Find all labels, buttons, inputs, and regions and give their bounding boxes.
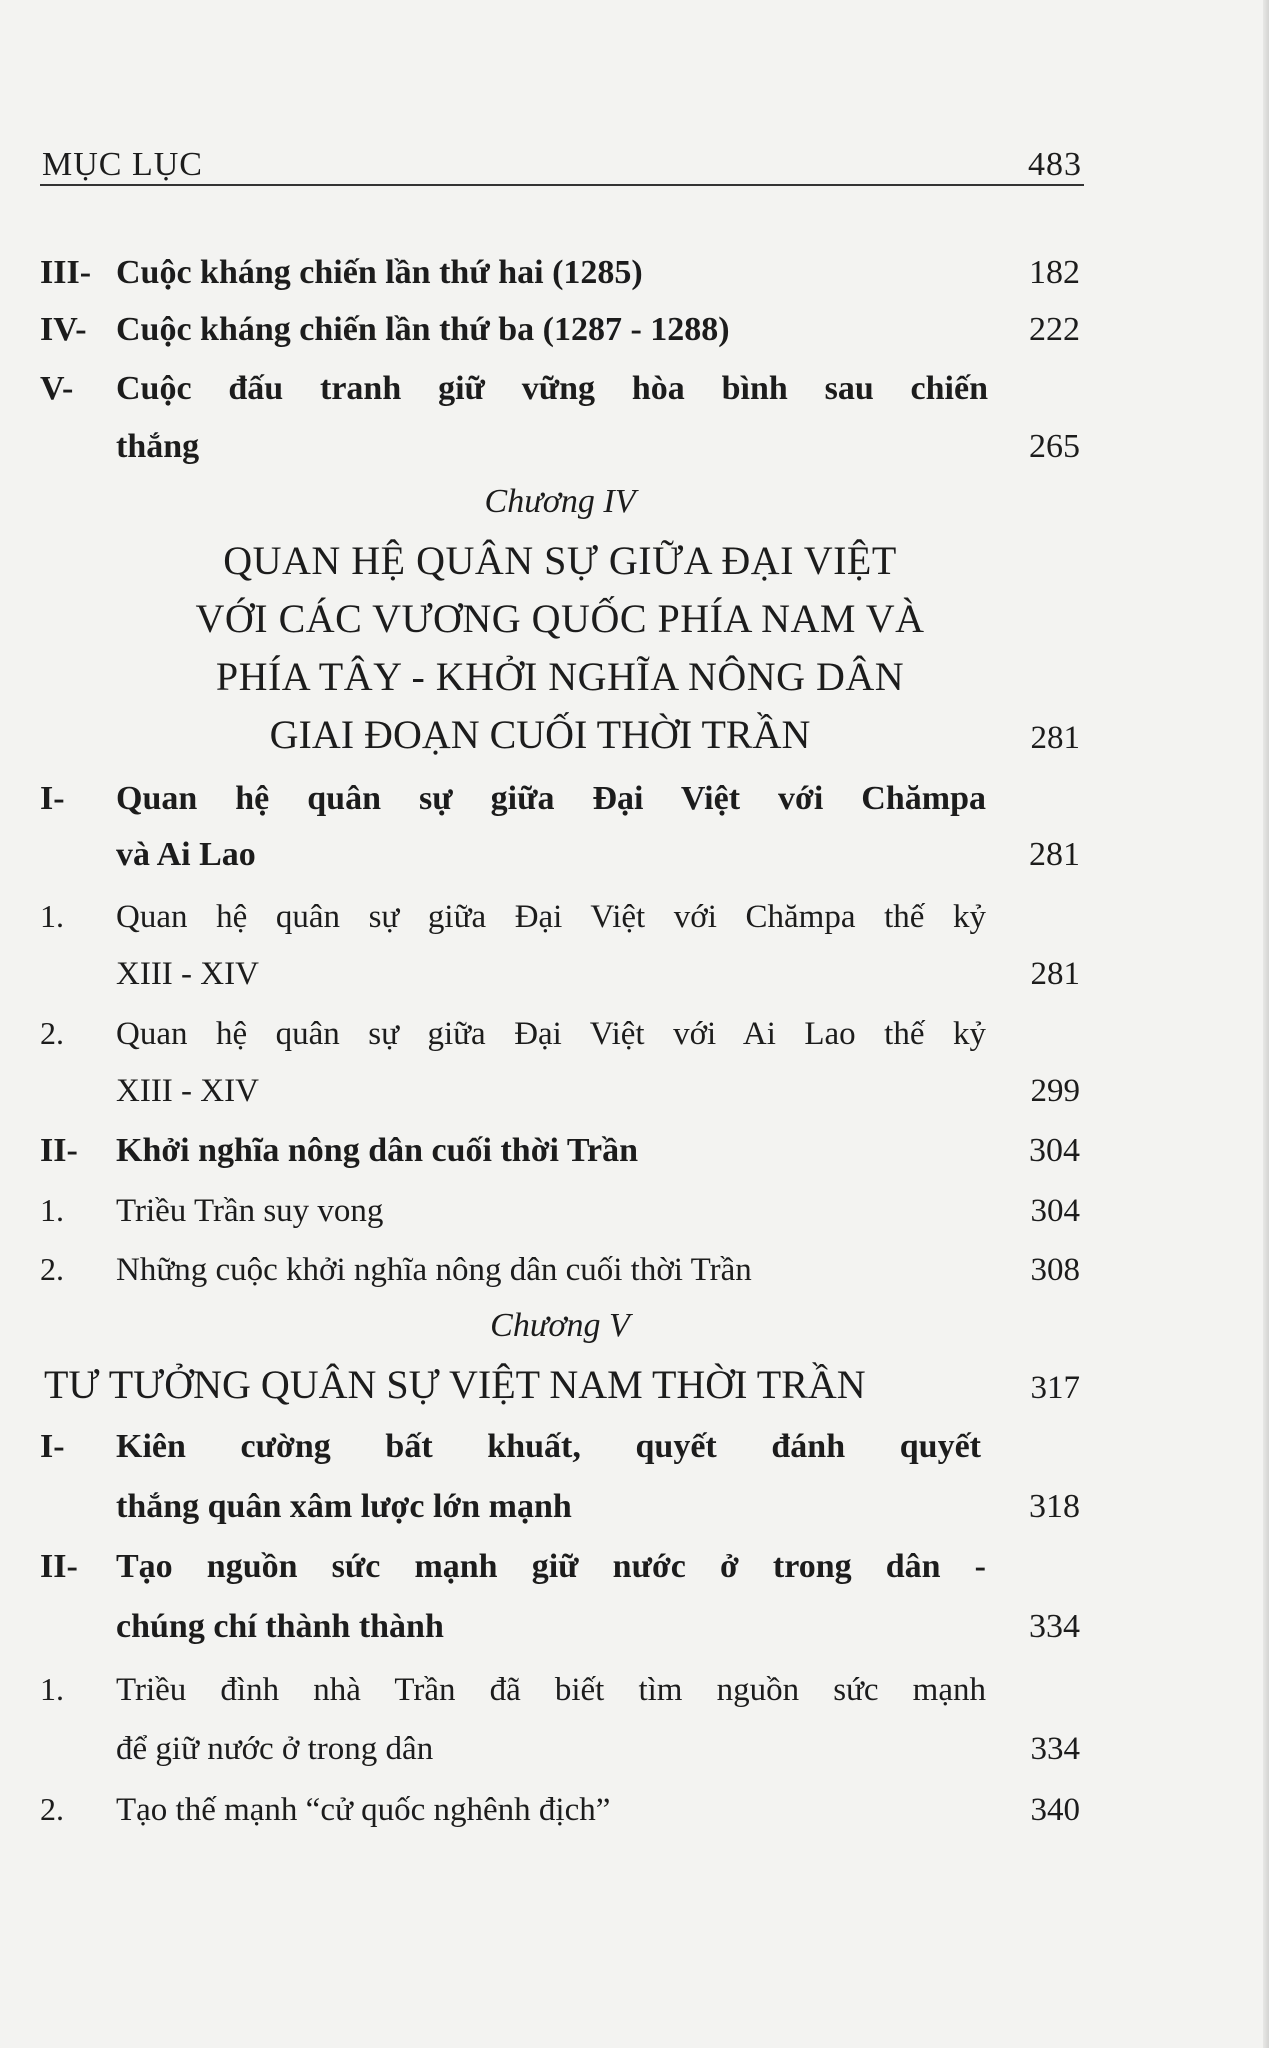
entry-number: 1. <box>40 1192 64 1228</box>
entry-number: II- <box>40 1132 78 1169</box>
entry-number: 1. <box>40 898 64 934</box>
toc-entry[interactable] <box>40 1660 1080 1719</box>
toc-entry-continuation[interactable] <box>40 1598 1080 1656</box>
toc-entry[interactable] <box>40 1418 1080 1476</box>
entry-title: chúng chí thành thành <box>116 1608 444 1645</box>
entry-page: 299 <box>1030 1073 1080 1109</box>
entry-number: V- <box>40 370 74 407</box>
entry-number: 2. <box>40 1015 64 1051</box>
chapter-title-line: QUAN HỆ QUÂN SỰ GIỮA ĐẠI VIỆT <box>223 538 897 583</box>
entry-title: Triều Trần suy vong <box>116 1193 384 1229</box>
entry-page: 317 <box>1030 1370 1080 1406</box>
toc-entry[interactable] <box>40 1004 1080 1063</box>
entry-page: 281 <box>1029 836 1080 873</box>
entry-page: 304 <box>1030 1193 1080 1229</box>
entry-page: 340 <box>1030 1792 1080 1828</box>
entry-title: thắng <box>116 428 200 465</box>
entry-title: Những cuộc khởi nghĩa nông dân cuối thời Trần <box>116 1252 752 1288</box>
chapter-title-line: TƯ TƯỞNG QUÂN SỰ VIỆT NAM THỜI TRẦN <box>44 1362 866 1407</box>
entry-page: 222 <box>1029 311 1080 348</box>
chapter-title-line: PHÍA TÂY - KHỞI NGHĨA NÔNG DÂN <box>215 654 905 699</box>
toc-entry[interactable] <box>40 244 1080 302</box>
toc-entry-continuation[interactable] <box>40 1062 1080 1120</box>
entry-page: 334 <box>1029 1608 1080 1645</box>
entry-title: Quan hệ quân sự giữa Đại Việt với Chămpa <box>116 780 986 817</box>
chapter-title-line: GIAI ĐOẠN CUỐI THỜI TRẦN <box>269 712 811 757</box>
entry-number: I- <box>40 1428 65 1465</box>
entry-title: Triều đình nhà Trần đã biết tìm nguồn sức mạnh <box>116 1672 986 1708</box>
toc-entry[interactable] <box>40 770 1080 828</box>
toc-entry-continuation[interactable] <box>40 826 1080 884</box>
entry-number: 2. <box>40 1251 64 1287</box>
toc-entry[interactable] <box>40 1181 1080 1240</box>
entry-page: 281 <box>1030 720 1080 756</box>
toc-entry[interactable] <box>40 1240 1080 1299</box>
entry-page: 265 <box>1029 428 1080 465</box>
header-section-title: MỤC LỤC <box>42 146 203 183</box>
header-page-number: 483 <box>1028 146 1082 183</box>
chapter-label: Chương V <box>490 1307 630 1344</box>
entry-number: IV- <box>40 311 87 348</box>
toc-entry-continuation[interactable] <box>40 418 1080 476</box>
entry-title: Cuộc đấu tranh giữ vững hòa bình sau chiến <box>116 370 988 407</box>
entry-title: XIII - XIV <box>116 956 259 992</box>
entry-title: Cuộc kháng chiến lần thứ ba (1287 - 1288) <box>116 311 730 348</box>
entry-title: Tạo thế mạnh “cử quốc nghênh địch” <box>116 1792 611 1828</box>
entry-page: 308 <box>1030 1252 1080 1288</box>
entry-title: Kiên cường bất khuất, quyết đánh quyết <box>116 1428 981 1465</box>
entry-title: Quan hệ quân sự giữa Đại Việt với Chămpa thế kỷ <box>116 899 986 935</box>
entry-page: 281 <box>1030 956 1080 992</box>
entry-title: Cuộc kháng chiến lần thứ hai (1285) <box>116 254 643 291</box>
toc-entry[interactable] <box>40 360 1080 418</box>
entry-title: Quan hệ quân sự giữa Đại Việt với Ai Lao thế kỷ <box>116 1016 986 1052</box>
entry-number: I- <box>40 780 65 817</box>
chapter-label: Chương IV <box>484 483 636 520</box>
chapter-title-row[interactable] <box>40 1356 1080 1417</box>
toc-entry[interactable] <box>40 1122 1080 1180</box>
toc-entry-continuation[interactable] <box>40 1478 1080 1536</box>
chapter-title-line: VỚI CÁC VƯƠNG QUỐC PHÍA NAM VÀ <box>195 596 925 641</box>
toc-entry-continuation[interactable] <box>40 1720 1080 1778</box>
entry-page: 182 <box>1029 254 1080 291</box>
entry-title: XIII - XIV <box>116 1073 259 1109</box>
entry-title: để giữ nước ở trong dân <box>116 1731 434 1767</box>
entry-number: II- <box>40 1548 78 1585</box>
entry-title: thắng quân xâm lược lớn mạnh <box>116 1488 572 1525</box>
entry-title: Khởi nghĩa nông dân cuối thời Trần <box>116 1132 639 1169</box>
entry-title: và Ai Lao <box>116 836 256 873</box>
entry-page: 334 <box>1030 1731 1080 1767</box>
chapter-title-row[interactable] <box>40 706 1080 767</box>
toc-entry[interactable] <box>40 1780 1080 1839</box>
entry-number: 2. <box>40 1791 64 1827</box>
entry-number: 1. <box>40 1671 64 1707</box>
entry-title: Tạo nguồn sức mạnh giữ nước ở trong dân - <box>116 1548 986 1585</box>
entry-page: 318 <box>1029 1488 1080 1525</box>
toc-entry[interactable] <box>40 301 1080 359</box>
toc-entry-continuation[interactable] <box>40 945 1080 1003</box>
toc-entry[interactable] <box>40 1538 1080 1596</box>
entry-page: 304 <box>1029 1132 1080 1169</box>
toc-entry[interactable] <box>40 887 1080 946</box>
entry-number: III- <box>40 254 92 291</box>
